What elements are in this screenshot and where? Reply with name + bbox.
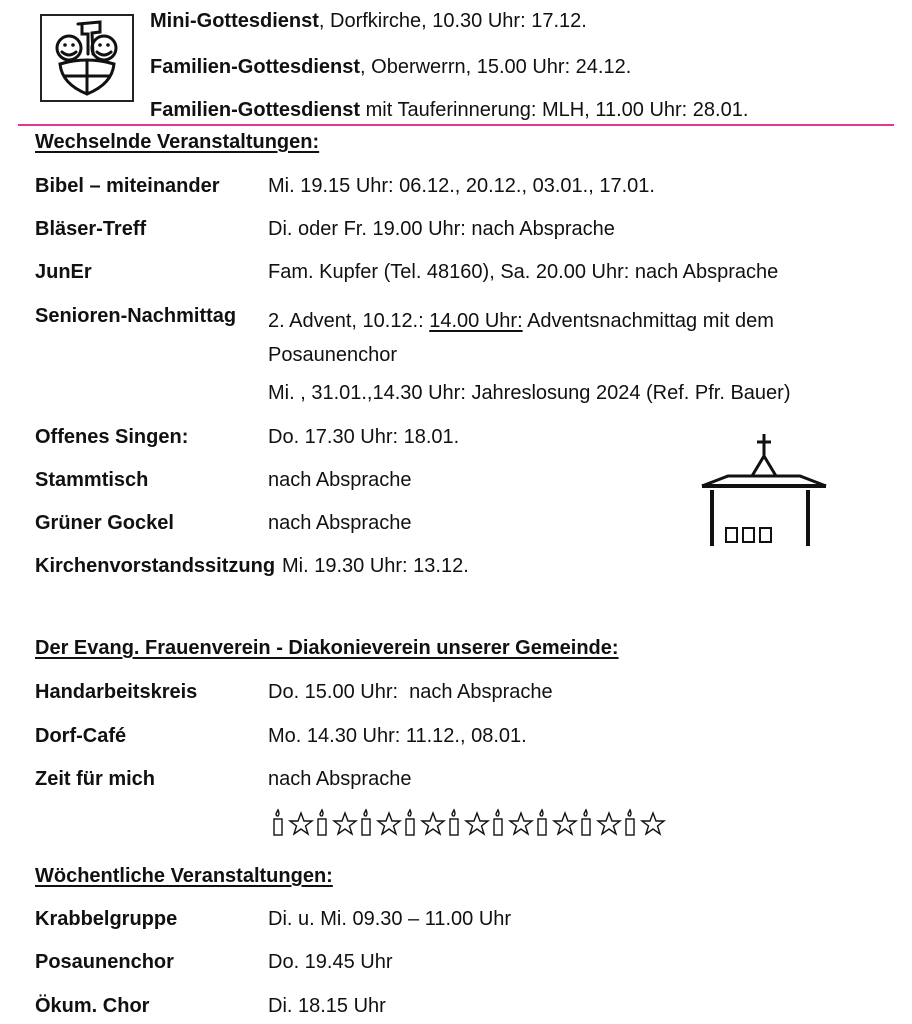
event-value: Di. u. Mi. 09.30 – 11.00 Uhr (268, 908, 512, 930)
event-label: Senioren-Nachmittag (35, 305, 237, 327)
section-heading-frauenverein: Der Evang. Frauenverein - Diakonieverein unserer Gemeinde: (35, 637, 619, 659)
event-value: nach Absprache (268, 512, 412, 534)
event-value: Mo. 14.30 Uhr: 11.12., 08.01. (268, 725, 527, 747)
service-title: Familien-Gottesdienst (150, 99, 361, 121)
event-time: 14.00 Uhr: (429, 310, 523, 332)
service-details: mit Tauferinnerung: MLH, 11.00 Uhr: 28.01. (360, 99, 749, 121)
event-value: Do. 19.45 Uhr (268, 951, 393, 973)
event-label: Ökum. Chor (35, 995, 150, 1017)
event-value: nach Absprache (268, 469, 412, 491)
event-label: Bläser-Treff (35, 218, 147, 240)
service-title: Mini-Gottesdienst (150, 10, 319, 32)
event-label: Zeit für mich (35, 768, 156, 790)
event-label: Handarbeitskreis (35, 681, 198, 703)
event-label: Offenes Singen: (35, 426, 189, 448)
church-icon (698, 430, 828, 555)
event-value: Do. 17.30 Uhr: 18.01. (268, 426, 460, 448)
service-line-3 (150, 98, 748, 122)
event-label: Krabbelgruppe (35, 908, 178, 930)
event-value: Do. 15.00 Uhr: nach Absprache (268, 681, 553, 703)
event-label: Stammtisch (35, 469, 149, 491)
event-label: JunEr (35, 261, 92, 283)
section-divider (18, 124, 894, 126)
event-value-suffix: Adventsnachmittag mit dem Posaunenchor (268, 310, 774, 366)
event-label: Kirchenvorstandssitzung (35, 555, 276, 577)
event-value: Di. oder Fr. 19.00 Uhr: nach Absprache (268, 218, 615, 240)
event-value: Mi. 19.30 Uhr: 13.12. (282, 555, 469, 577)
section-heading-woechentlich: Wöchentliche Veranstaltungen: (35, 865, 333, 887)
children-cross-logo-icon (40, 14, 134, 102)
event-value: Fam. Kupfer (Tel. 48160), Sa. 20.00 Uhr: nach Absprache (268, 261, 779, 283)
service-details: , Oberwerrn, 15.00 Uhr: 24.12. (360, 56, 632, 78)
event-value: Mi. , 31.01.,14.30 Uhr: Jahreslosung 2024 (Ref. Pfr. Bauer) (268, 382, 791, 404)
event-label: Dorf-Café (35, 725, 127, 747)
event-value: nach Absprache (268, 768, 412, 790)
service-line-1 (150, 9, 587, 33)
candle-star-divider-icon (270, 808, 670, 843)
service-details: , Dorfkirche, 10.30 Uhr: 17.12. (318, 10, 587, 32)
event-label: Grüner Gockel (35, 512, 174, 534)
service-line-2 (150, 55, 631, 79)
event-value: Mi. 19.15 Uhr: 06.12., 20.12., 03.01., 17.01. (268, 175, 655, 197)
event-value (268, 304, 898, 372)
event-value-prefix: 2. Advent, 10.12.: (268, 310, 430, 332)
event-label: Bibel – miteinander (35, 175, 220, 197)
event-label: Posaunenchor (35, 951, 174, 973)
event-value: Di. 18.15 Uhr (268, 995, 386, 1017)
section-heading-wechselnde: Wechselnde Veranstaltungen: (35, 131, 320, 153)
service-title: Familien-Gottesdienst (150, 56, 361, 78)
